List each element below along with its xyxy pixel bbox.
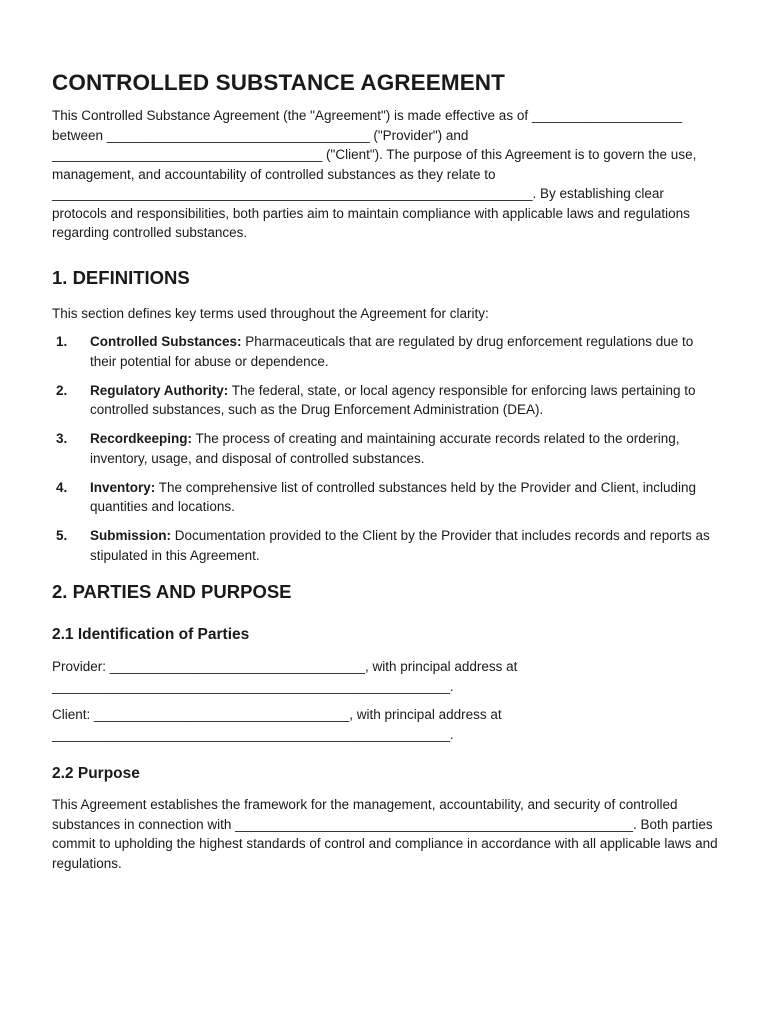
definitions-list xyxy=(52,332,718,565)
definition-item xyxy=(52,381,718,420)
document-title: CONTROLLED SUBSTANCE AGREEMENT xyxy=(52,70,505,95)
purpose-paragraph: This Agreement establishes the framework for the management, accountability, and security of controlled substances in connection with _____________________________________________________. Both parties commit to upholding the highest standards of control and compliance in accordance with all applicable laws and regulations. xyxy=(52,797,718,871)
client-line: Client: __________________________________, with principal address at _____________________________________________________. xyxy=(52,707,502,742)
definition-item xyxy=(52,332,718,371)
definition-number: 1. xyxy=(56,334,68,349)
definition-number: 4. xyxy=(56,479,68,495)
definition-number: 3. xyxy=(56,431,68,446)
identification-heading: 2.1 Identification of Parties xyxy=(52,626,250,643)
purpose-heading: 2.2 Purpose xyxy=(52,765,140,782)
definition-body xyxy=(90,332,718,371)
parties-heading: 2. PARTIES AND PURPOSE xyxy=(52,581,292,602)
definition-item xyxy=(52,478,718,517)
definition-number: 5. xyxy=(56,528,68,543)
definition-body xyxy=(90,381,718,420)
provider-line: Provider: __________________________________, with principal address at _____________________________________________________. xyxy=(52,659,518,694)
definition-term: Regulatory Authority: xyxy=(90,382,229,398)
definition-text: Pharmaceuticals that are regulated by drug enforcement regulations due to their potential for abuse or dependence. xyxy=(90,334,694,369)
definition-term: Controlled Substances: xyxy=(90,334,242,349)
definition-term: Submission: xyxy=(90,528,172,543)
definition-text: The comprehensive list of controlled substances held by the Provider and Client, including quantities and locations. xyxy=(90,479,697,514)
definition-item xyxy=(52,526,718,565)
definition-number: 2. xyxy=(56,382,68,398)
definition-term: Inventory: xyxy=(90,479,156,495)
definitions-intro: This section defines key terms used throughout the Agreement for clarity: xyxy=(52,305,489,321)
definition-text: Documentation provided to the Client by the Provider that includes records and reports as stipulated in this Agreement. xyxy=(90,528,710,563)
definition-body xyxy=(90,429,718,468)
definitions-heading: 1. DEFINITIONS xyxy=(52,266,190,288)
definition-term: Recordkeeping: xyxy=(90,431,193,446)
definition-item xyxy=(52,429,718,468)
definition-body xyxy=(90,478,718,517)
definition-text: The process of creating and maintaining accurate records related to the ordering, inventory, usage, and disposal of controlled substances. xyxy=(90,431,680,466)
definition-text: The federal, state, or local agency responsible for enforcing laws pertaining to controlled substances, such as the Drug Enforcement Administration (DEA). xyxy=(90,382,696,417)
definition-body xyxy=(90,526,718,565)
intro-paragraph: This Controlled Substance Agreement (the "Agreement") is made effective as of ____________________ between ___________________________________ ("Provider") and ____________________________________ ("Client"). The purpose of this Agreement is to govern the use, management, and accountability of controlled substances as they relate to ________________________________________________________________. By establishing clear protocols and responsibilities, both parties aim to maintain compliance with applicable laws and regulations regarding controlled substances. xyxy=(52,108,697,240)
